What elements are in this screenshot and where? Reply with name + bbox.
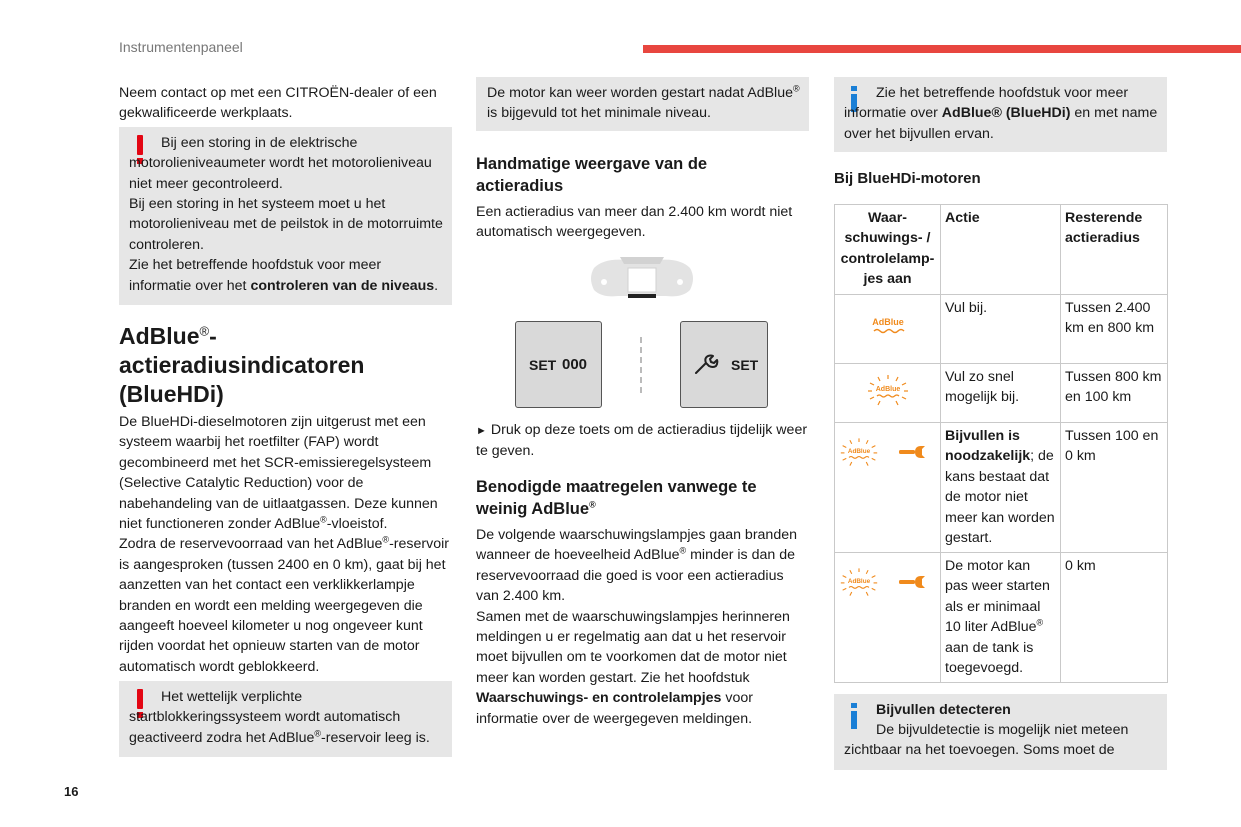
refill-detection-title: Bijvullen detecteren [876, 702, 1011, 718]
adblue-lamp-icon [868, 315, 908, 337]
heading-manual-range: Handmatige weergave van de actieradius [476, 155, 708, 195]
adblue-lamp-flashing-icon [866, 374, 910, 406]
adblue-lamp-flashing-icon [839, 437, 879, 467]
warning-text-3: Zie het betreffende hoofdstuk voor meer informatie over het controleren van de niveaus. [129, 257, 439, 294]
heading-bluehdi-engines: Bij BlueHDi-motoren [834, 170, 981, 187]
svg-text:AdBlue: AdBlue [875, 385, 900, 393]
svg-text:AdBlue: AdBlue [871, 316, 904, 327]
header-accent-bar [643, 45, 1241, 53]
set-button-label: SET [529, 357, 557, 373]
range-cell: Tussen 2.400 km en 800 km [1061, 295, 1168, 364]
levels-link: controleren van de niveaus [250, 277, 435, 294]
range-cell: 0 km [1061, 553, 1168, 683]
manual-range-text: Een actieradius van meer dan 2.400 km wordt niet automatisch weergegeven. [476, 204, 793, 241]
warning-text-2: Bij een storing in het systeem moet u het motorolieniveau met de peilstok in de motorruimte controleren. [129, 196, 443, 253]
action-cell: De motor kan pas weer starten als er minimaal 10 liter AdBlue® aan de tank is toegevoegd. [941, 553, 1061, 683]
heading-measures: Benodigde maatregelen vanwege te weinig AdBlue® [476, 478, 757, 518]
header-cell: Actie [941, 205, 1061, 295]
bullet-arrow-icon: ► [476, 425, 487, 437]
start-block-text: Het wettelijk verplichte startblokkeringssysteem wordt automatisch geactiveerd zodra het AdBlue®-reservoir leeg is. [129, 689, 430, 746]
note-box-restart [476, 77, 809, 131]
press-button-instruction: ► Druk op deze toets om de actieradius tijdelijk weer te geven. [476, 422, 808, 460]
section-heading-adblue: AdBlue®-actieradiusindicatoren (BlueHDi) [119, 323, 365, 407]
adblue-range-table [834, 204, 1168, 683]
warning-box-start-block [119, 681, 452, 757]
action-cell: Vul zo snel mogelijk bij. [941, 364, 1061, 423]
adblue-lamp-flashing-icon [839, 567, 879, 597]
set-button-label: SET [731, 357, 759, 373]
warning-box-oil-level [119, 127, 452, 305]
svg-text:AdBlue: AdBlue [847, 447, 871, 455]
refill-detection-text: De bijvuldetectie is mogelijk niet meteen zichtbaar na het toevoegen. Soms moet de [844, 722, 1129, 759]
action-cell: Vul bij. [941, 295, 1061, 364]
page-number: 16 [64, 784, 79, 799]
range-cell: Tussen 100 en 0 km [1061, 423, 1168, 553]
table-row [835, 364, 1168, 423]
divider-dashed [640, 337, 642, 393]
action-cell: Bijvullen is noodzakelijk; de kans bestaat dat de motor niet meer kan worden gestart. [941, 423, 1061, 553]
running-header: Instrumentenpaneel [119, 39, 243, 55]
measures-text: De volgende waarschuwingslampjes gaan branden wanneer de hoeveelheid AdBlue® minder is dan de reservevoorraad die goed is voor een actieradius van 2.400 km. Samen met de waarschuwingslampjes herinneren meldingen u er regelmatig aan dat u het reservoir moet bijvullen om te voorkomen dat de motor niet meer kan worden gestart. Zie het hoofdstuk Waarschuwings- en controlelampjes voor informatie over de weergegeven meldingen. [476, 527, 797, 727]
header-cell: Resterende actieradius [1061, 205, 1168, 295]
wrench-icon [897, 445, 927, 459]
warning-text-1: Bij een storing in de elektrische motorolieniveaumeter wordt het motorolieniveau niet meer gecontroleerd. [129, 135, 432, 192]
set-button-service[interactable] [680, 321, 768, 408]
table-row [835, 295, 1168, 364]
table-row [835, 423, 1168, 553]
instrument-cluster-illustration [586, 254, 698, 302]
range-cell: Tussen 800 km en 100 km [1061, 364, 1168, 423]
odometer-value: 000 [562, 356, 588, 373]
set-button-odometer[interactable] [515, 321, 602, 408]
table-row [835, 553, 1168, 683]
table-header-row [835, 205, 1168, 295]
wrench-icon [897, 575, 927, 589]
svg-text:AdBlue: AdBlue [847, 577, 871, 585]
header-cell: Waar-schuwings- / controlelamp-jes aan [835, 205, 941, 295]
wrench-icon [693, 354, 719, 376]
restart-note-text: De motor kan weer worden gestart nadat AdBlue® is bijgevuld tot het minimale niveau. [487, 83, 800, 122]
info-adblue-text: Zie het betreffende hoofdstuk voor meer informatie over AdBlue® (BlueHDi) en met name over het bijvullen ervan. [844, 85, 1158, 142]
info-box-adblue [834, 77, 1167, 152]
info-box-refill-detection [834, 694, 1167, 770]
dealer-contact-text: Neem contact op met een CITROËN-dealer of een gekwalificeerde werkplaats. [119, 85, 437, 122]
adblue-intro-text: De BlueHDi-dieselmotoren zijn uitgerust met een systeem waarbij het roetfilter (FAP) wordt gecombineerd met het SCR-emissieregelsysteem (Selective Catalytic Reduction) voor de nabehandeling van de uitlaatgassen. Deze kunnen niet functioneren zonder AdBlue®-vloeistof. Zodra de reservevoorraad van het AdBlue®-reservoir is aangesproken (tussen 2400 en 0 km), gaat bij het aanzetten van het contact een verklikkerlampje branden en wordt een melding weergegeven die aangeeft hoeveel kilometer u nog ongeveer kunt rijden voordat het opnieuw starten van de motor automatisch wordt geblokkeerd. [119, 414, 449, 675]
